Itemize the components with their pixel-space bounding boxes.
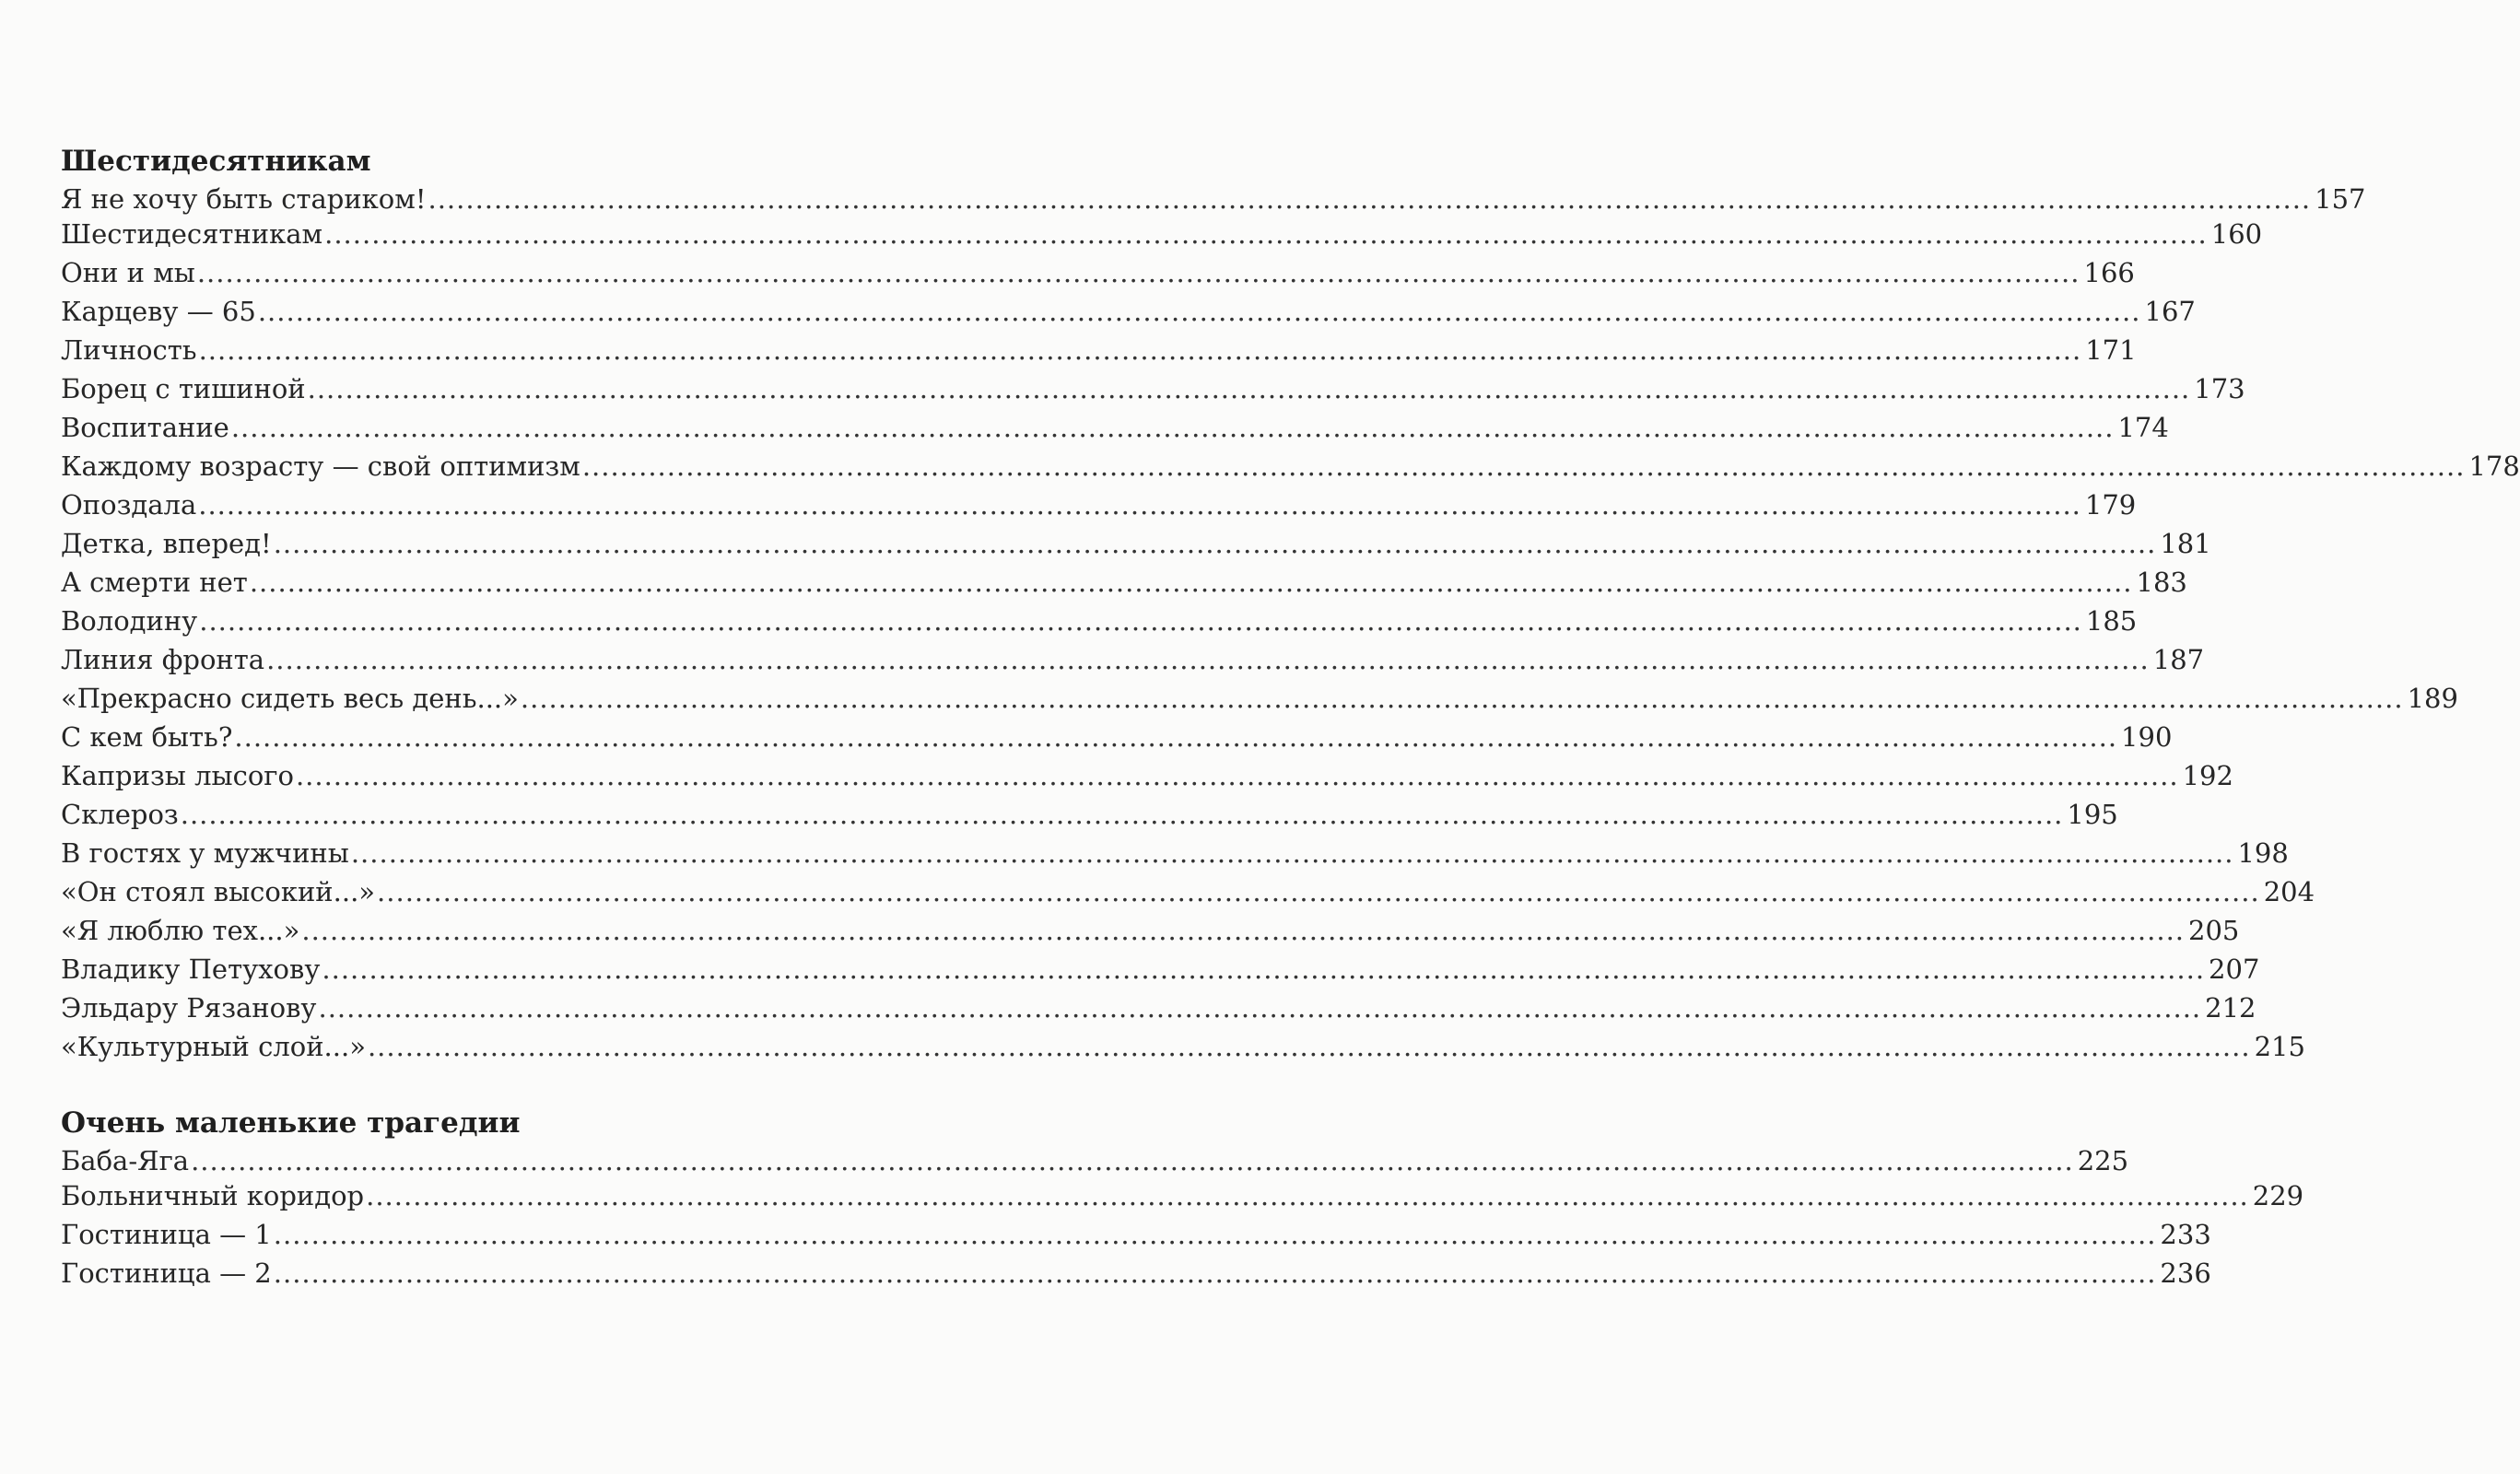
dot-leader: ........................................................................................................................................................................................................ (198, 489, 2081, 521)
dot-leader: ........................................................................................................................................................................................................ (180, 799, 2064, 830)
entry-title: Баба-Яга (61, 1145, 190, 1176)
page-number: 167 (2144, 296, 2196, 327)
section-title: Очень маленькие трагедии (61, 1106, 521, 1140)
dot-leader: ........................................................................................................................................................................................................ (273, 1219, 2157, 1250)
entry-title: Воспитание (61, 412, 229, 443)
entry-title: Гостиница — 2 (61, 1258, 272, 1289)
dot-leader: ........................................................................................................................................................................................................ (249, 567, 2133, 598)
entry-title: В гостях у мужчины (61, 837, 349, 869)
toc-entry (61, 602, 2138, 640)
toc-section (61, 1105, 2304, 1293)
page-number: 187 (2152, 644, 2205, 675)
entry-title: Опоздала (61, 489, 197, 521)
entry-title: «Я люблю тех...» (61, 915, 300, 946)
toc-entry-list (61, 180, 2520, 1066)
entry-title: Склероз (61, 799, 179, 830)
toc-entry (61, 180, 2366, 215)
toc-entry (61, 911, 2240, 950)
toc-entry (61, 872, 2315, 911)
toc-entry (61, 1254, 2211, 1293)
entry-title: Они и мы (61, 257, 195, 288)
page-number: 215 (2254, 1031, 2305, 1062)
dot-leader: ........................................................................................................................................................................................................ (257, 296, 2141, 327)
page-number: 174 (2117, 412, 2169, 443)
page-number: 195 (2067, 799, 2118, 830)
toc-entry-list (61, 1141, 2304, 1293)
toc-entry (61, 1176, 2304, 1215)
dot-leader: ........................................................................................................................................................................................................ (191, 1145, 2074, 1176)
toc-entry (61, 485, 2137, 524)
page-number: 207 (2209, 953, 2260, 985)
toc-entry (61, 447, 2520, 485)
entry-title: Линия фронта (61, 644, 265, 675)
dot-leader: ........................................................................................................................................................................................................ (199, 605, 2082, 637)
toc-entry (61, 1215, 2211, 1254)
dot-leader: ........................................................................................................................................................................................................ (273, 1258, 2157, 1289)
dot-leader: ........................................................................................................................................................................................................ (266, 644, 2150, 675)
toc-entry (61, 524, 2211, 563)
toc-entry (61, 563, 2187, 602)
page-number: 185 (2085, 605, 2138, 637)
dot-leader: ........................................................................................................................................................................................................ (428, 183, 2312, 215)
toc-entry (61, 950, 2260, 989)
page-number: 205 (2188, 915, 2240, 946)
page-number: 179 (2084, 489, 2137, 521)
page-number: 189 (2407, 683, 2458, 714)
page-number: 190 (2121, 721, 2173, 753)
entry-title: «Прекрасно сидеть весь день...» (61, 683, 519, 714)
toc-entry (61, 408, 2169, 447)
entry-title: Я не хочу быть стариком! (61, 183, 427, 215)
entry-title: Гостиница — 1 (61, 1219, 272, 1250)
section-title: Шестидесятникам (61, 145, 371, 178)
toc-entry (61, 215, 2263, 253)
toc-entry (61, 756, 2233, 795)
dot-leader: ........................................................................................................................................................................................................ (520, 683, 2404, 714)
entry-title: Володину (61, 605, 198, 637)
page-number: 178 (2468, 450, 2520, 482)
entry-title: Эльдару Рязанову (61, 992, 317, 1024)
dot-leader: ........................................................................................................................................................................................................ (295, 760, 2179, 791)
dot-leader: ........................................................................................................................................................................................................ (377, 876, 2260, 907)
dot-leader: ........................................................................................................................................................................................................ (301, 915, 2186, 946)
dot-leader: ........................................................................................................................................................................................................ (273, 528, 2157, 559)
page-number: 173 (2194, 373, 2245, 404)
page-number: 212 (2205, 992, 2256, 1024)
dot-leader: ........................................................................................................................................................................................................ (581, 450, 2466, 482)
toc-entry (61, 1027, 2305, 1066)
entry-title: Владику Петухову (61, 953, 321, 985)
dot-leader: ........................................................................................................................................................................................................ (307, 373, 2191, 404)
toc-section (61, 143, 2520, 1066)
page-number: 233 (2160, 1219, 2211, 1250)
toc-entry (61, 1141, 2129, 1176)
dot-leader: ........................................................................................................................................................................................................ (367, 1031, 2251, 1062)
page-number: 181 (2160, 528, 2211, 559)
dot-leader: ........................................................................................................................................................................................................ (322, 953, 2206, 985)
page-number: 225 (2077, 1145, 2129, 1176)
dot-leader: ........................................................................................................................................................................................................ (318, 992, 2202, 1024)
toc-entry (61, 718, 2173, 756)
entry-title: Капризы лысого (61, 760, 294, 791)
page-number: 171 (2085, 334, 2137, 366)
entry-title: Больничный коридор (61, 1180, 365, 1211)
entry-title: А смерти нет (61, 567, 248, 598)
dot-leader: ........................................................................................................................................................................................................ (198, 334, 2082, 366)
table-of-contents (61, 143, 2520, 1293)
page-number: 229 (2252, 1180, 2304, 1211)
entry-title: «Он стоял высокий...» (61, 876, 376, 907)
toc-entry (61, 834, 2289, 872)
dot-leader: ........................................................................................................................................................................................................ (324, 218, 2208, 250)
toc-entry (61, 369, 2245, 408)
page-number: 236 (2160, 1258, 2211, 1289)
entry-title: Карцеву — 65 (61, 296, 256, 327)
dot-leader: ........................................................................................................................................................................................................ (234, 721, 2118, 753)
page-number: 160 (2210, 218, 2263, 250)
entry-title: Каждому возрасту — свой оптимизм (61, 450, 580, 482)
page-number: 192 (2182, 760, 2233, 791)
page-number: 166 (2083, 257, 2135, 288)
page-number: 204 (2263, 876, 2315, 907)
toc-entry (61, 795, 2118, 834)
entry-title: Личность (61, 334, 197, 366)
page-number: 157 (2315, 183, 2366, 215)
toc-entry (61, 640, 2205, 679)
toc-entry (61, 331, 2137, 369)
toc-entry (61, 253, 2135, 292)
dot-leader: ........................................................................................................................................................................................................ (196, 257, 2080, 288)
entry-title: Борец с тишиной (61, 373, 306, 404)
entry-title: Шестидесятникам (61, 218, 323, 250)
entry-title: «Культурный слой...» (61, 1031, 366, 1062)
toc-entry (61, 679, 2458, 718)
dot-leader: ........................................................................................................................................................................................................ (230, 412, 2115, 443)
dot-leader: ........................................................................................................................................................................................................ (350, 837, 2234, 869)
entry-title: С кем быть? (61, 721, 233, 753)
page-number: 183 (2136, 567, 2187, 598)
toc-entry (61, 292, 2196, 331)
dot-leader: ........................................................................................................................................................................................................ (366, 1180, 2249, 1211)
entry-title: Детка, вперед! (61, 528, 272, 559)
toc-entry (61, 989, 2256, 1027)
page-number: 198 (2237, 837, 2289, 869)
